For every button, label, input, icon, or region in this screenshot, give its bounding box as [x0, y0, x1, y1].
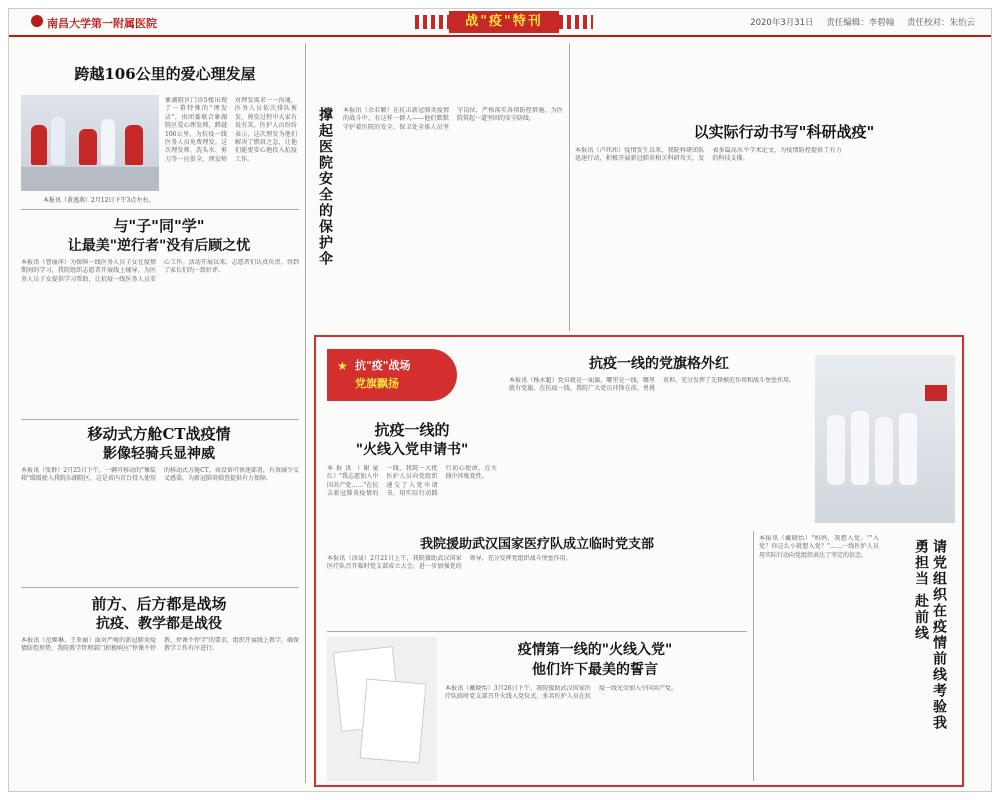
article-title: 以实际行动书写"科研战疫": [693, 123, 875, 141]
masthead: [9, 9, 992, 37]
column-divider: [305, 43, 306, 783]
medical-team-photo: [815, 355, 955, 523]
article-subtitle: 影像轻骑兵显神威: [103, 446, 215, 462]
article-subtitle: 让最美"逆行者"没有后顾之忧: [67, 238, 251, 254]
application-letters-photo: [327, 637, 437, 781]
article-subtitle: 他们许下最美的誓言: [532, 662, 658, 678]
article-title: 前方、后方都是战场: [91, 595, 227, 613]
article-title: 我院援助武汉国家医疗队成立临时党支部: [419, 537, 654, 552]
column-divider: [753, 531, 754, 781]
badge-line: 抗"疫"战场: [355, 359, 411, 372]
article-body: 本报讯（戴晓怡）3月26日下午，我院援助武汉国家医疗队临时党支部召开火线入党仪式，多名医护人员在抗疫一线光荣加入中国共产党。: [445, 685, 678, 701]
band-stripe-left: [415, 15, 449, 29]
star-icon: ★: [337, 359, 348, 373]
article-title: 跨越106公里的爱心理发屋: [74, 65, 256, 83]
section-rule: [21, 419, 299, 420]
article-title: 疫情第一线的"火线入党": [517, 642, 673, 658]
article-body: 本报讯（曹丽萍）为保障一线医务人员子女在疫情期间的学习，我院组织志愿者开展线上辅导，为医务人员子女提供学习帮助，让抗疫一线医务人员安心工作。活动开展以来，志愿者们认真负责，得到了家长们的一致好评。: [21, 259, 299, 283]
article-subtitle: 抗疫、教学都是战役: [96, 616, 222, 632]
section-band: 战"疫"特刊: [449, 11, 559, 33]
flag-badge: [327, 349, 457, 401]
section-rule: [21, 209, 299, 210]
article-subtitle: 勇担当 赴前线: [913, 539, 929, 642]
article-body: 本报讯（张群）2月25日下午，一辆可移动的"集装箱"缓缓驶入我院东湖院区，这是省内首台投入使用的移动式方舱CT。该设备可快速部署，有效减少交叉感染，为新冠肺炎筛查提供有力保障。: [21, 467, 299, 483]
article-title: 抗疫一线的: [374, 421, 450, 439]
barber-photo: [21, 95, 159, 191]
paper-name: 南昌大学第一附属医院: [47, 17, 157, 30]
article-body: 本报讯（涂晟）2月21日上午，我院援助武汉国家医疗队召开临时党支部成立大会，进一步加强党的领导，充分发挥党组织战斗堡垒作用。: [327, 555, 572, 571]
newspaper-page: [8, 8, 992, 792]
article-title: 撑起医院安全的保护伞: [317, 107, 333, 267]
editor: 责任编辑：李碧翰: [826, 18, 895, 28]
article-body: 本报讯（余若颖）在抗击新冠肺炎疫情的战斗中，有这样一群人——他们默默守护着医院的安全。保卫处全体人员坚守岗位，严格落实各项防控措施，为医院筑起一道坚固的安全防线。: [343, 107, 563, 131]
article-title: 与"子"同"学": [113, 217, 205, 235]
column-divider: [569, 43, 570, 331]
article-body: 象湖院区门诊5楼出现了一幕特殊的"理发店"，由团委联合象湖院区爱心理发师，跨越106公里，为抗疫一线医务人员免费理发。这次理发师，洗头水、剪刀等一应俱全，理发师对理发需求一一沟通，医务人员依次排队剪发，剪发过程中大家有说有笑。医护人员纷纷表示，这次理发为他们解决了燃眉之急，让他们能更安心地投入抗疫工作。: [165, 97, 297, 163]
proofreader: 责任校对：朱怡云: [906, 18, 975, 28]
article-body: 本报讯（卢玮玮）疫情发生以来，我院科研团队迅速行动，积极开展新冠肺炎相关科研攻关，发表多篇高水平学术论文，为疫情防控提供了有力的科技支撑。: [575, 147, 842, 163]
hospital-logo-icon: [31, 15, 43, 27]
article-title: "火线入党申请书": [355, 442, 469, 458]
issue-date: 2020年3月31日: [750, 18, 814, 28]
band-stripe-right: [559, 15, 593, 29]
photo-caption: 本报讯（黄逸燕）2月12日下午3点左右，: [43, 197, 155, 204]
article-body: 本报讯（范姬琳、王亚丽）面对严峻的新冠肺炎疫情防控形势，我院教学管理部门积极响应"停课不停教、停课不停学"的要求，组织开展线上教学，确保教学工作有序进行。: [21, 637, 299, 653]
article-body: 本报讯（杨永超）党员就是一面旗，哪里是一线，哪里就有党旗。在抗疫一线，我院广大党员冲锋在前，勇挑重担，充分发挥了先锋模范作用和战斗堡垒作用。: [509, 377, 796, 393]
badge-line: 党旗飘扬: [355, 377, 399, 390]
issue-meta: [740, 16, 975, 28]
section-rule: [327, 631, 747, 632]
section-rule: [21, 587, 299, 588]
article-body: 本报讯（谢童红）"我志愿加入中国共产党……"在抗击新冠肺炎疫情的一线，我院一大批医护人员向党组织递交了入党申请书，用实际行动践行初心使命，在火线中淬炼党性。: [327, 465, 497, 498]
article-title: 抗疫一线的党旗格外红: [589, 356, 729, 372]
article-body: 本报讯（戴晓怡）"妈妈，我想入党。""入党？你这么小就想入党？"……一线医护人员用实际行动向党组织表达了坚定的信念。: [759, 535, 879, 559]
article-title: 移动式方舱CT战疫情: [87, 425, 231, 443]
article-title: 请党组织在疫情前线考验我: [931, 539, 947, 731]
